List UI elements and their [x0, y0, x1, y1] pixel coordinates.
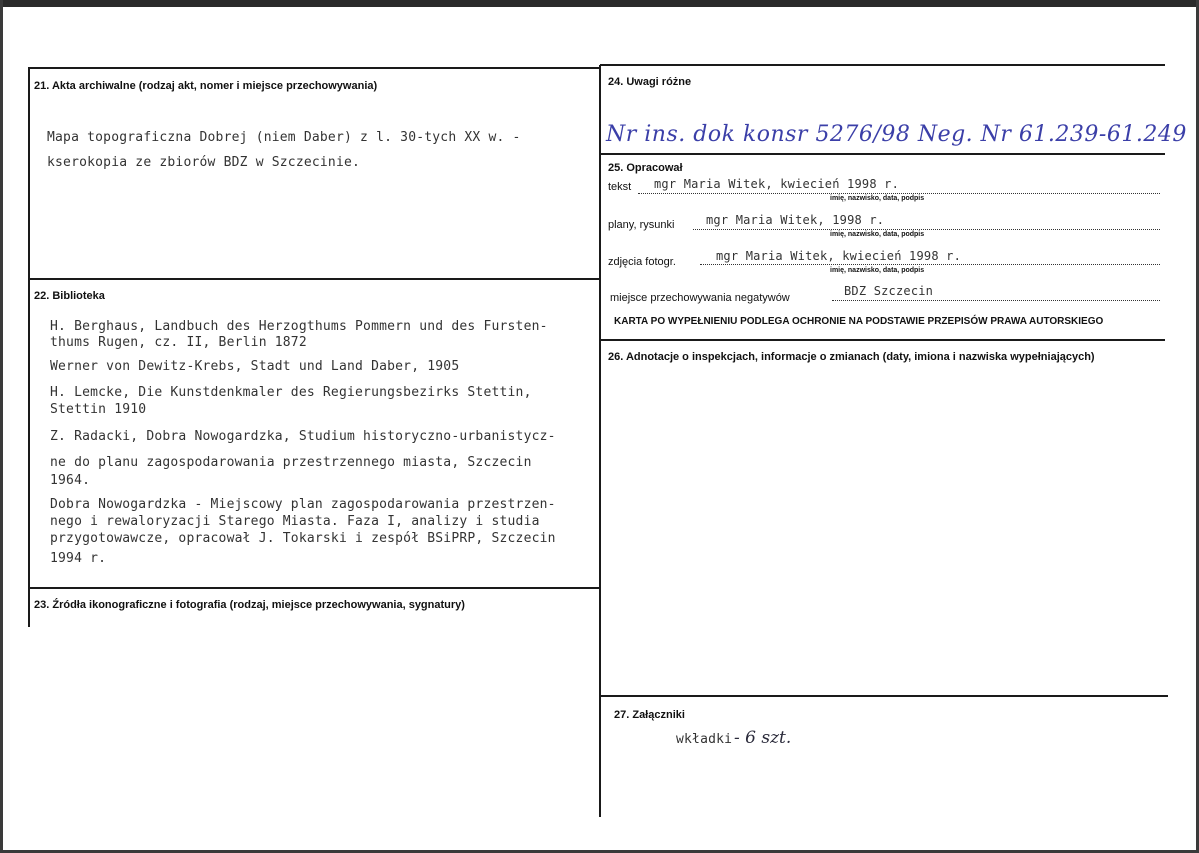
- s22-line-11: przygotowawcze, opracował J. Tokarski i zespół BSiPRP, Szczecin: [50, 531, 556, 546]
- scan-edge-left: [0, 0, 3, 853]
- s22-line-8: 1964.: [50, 473, 91, 488]
- tekst-value: mgr Maria Witek, kwiecień 1998 r.: [654, 177, 900, 191]
- rule-s24-s25: [600, 153, 1165, 155]
- negatywy-dotted-line: [832, 300, 1160, 301]
- s22-line-2: thums Rugen, cz. II, Berlin 1872: [50, 335, 307, 350]
- rule-s25-s26: [600, 339, 1165, 341]
- s22-line-7: ne do planu zagospodarowania przestrzennego miasta, Szczecin: [50, 455, 532, 470]
- zdjecia-caption: imię, nazwisko, data, podpis: [830, 267, 925, 274]
- s24-label: 24. Uwagi różne: [608, 76, 692, 88]
- copyright-notice: KARTA PO WYPEŁNIENIU PODLEGA OCHRONIE NA PODSTAWIE PRZEPISÓW PRAWA AUTORSKIEGO: [614, 316, 1104, 327]
- zdjecia-dotted-line: [700, 264, 1160, 265]
- s22-line-10: nego i rewaloryzacji Starego Miasta. Faza I, analizy i studia: [50, 514, 540, 529]
- rule-s21-s22: [28, 278, 600, 280]
- plany-value: mgr Maria Witek, 1998 r.: [706, 213, 885, 227]
- s25-label: 25. Opracował: [608, 162, 683, 174]
- s22-line-5: Stettin 1910: [50, 402, 147, 417]
- s21-line-2: kserokopia ze zbiorów BDZ w Szczecinie.: [47, 155, 361, 170]
- s22-line-9: Dobra Nowogardzka - Miejscowy plan zagospodarowania przestrzen-: [50, 497, 556, 512]
- s27-handwritten: - 6 szt.: [734, 728, 792, 748]
- rule-center-vertical: [599, 65, 601, 817]
- s26-label: 26. Adnotacje o inspekcjach, informacje o zmianach (daty, imiona i nazwiska wypełniających): [608, 351, 1095, 363]
- negatywy-value: BDZ Szczecin: [844, 284, 934, 298]
- zdjecia-label: zdjęcia fotogr.: [608, 256, 676, 268]
- rule-left-vertical: [28, 67, 30, 627]
- tekst-dotted-line: [638, 193, 1160, 194]
- s27-typed: wkładki: [676, 732, 733, 747]
- scan-edge-top: [0, 0, 1199, 7]
- s24-handwritten-note: Nr ins. dok konsr 5276/98 Neg. Nr 61.239-61.249: [606, 122, 1187, 147]
- rule-s26-s27: [600, 695, 1168, 697]
- s21-line-1: Mapa topograficzna Dobrej (niem Daber) z l. 30-tych XX w. -: [47, 130, 521, 145]
- zdjecia-value: mgr Maria Witek, kwiecień 1998 r.: [716, 249, 962, 263]
- plany-caption: imię, nazwisko, data, podpis: [830, 231, 925, 238]
- tekst-label: tekst: [608, 181, 632, 193]
- s22-line-4: H. Lemcke, Die Kunstdenkmaler des Regierungsbezirks Stettin,: [50, 385, 532, 400]
- rule-s22-s23: [28, 587, 600, 589]
- s22-line-6: Z. Radacki, Dobra Nowogardzka, Studium historyczno-urbanistycz-: [50, 429, 556, 444]
- s23-label: 23. Źródła ikonograficzne i fotografia (rodzaj, miejsce przechowywania, sygnatury): [34, 599, 465, 611]
- s22-line-12: 1994 r.: [50, 551, 107, 566]
- s21-label: 21. Akta archiwalne (rodzaj akt, nomer i miejsce przechowywania): [34, 80, 378, 92]
- tekst-caption: imię, nazwisko, data, podpis: [830, 195, 925, 202]
- s22-line-1: H. Berghaus, Landbuch des Herzogthums Pommern und des Fursten-: [50, 319, 548, 334]
- negatywy-label: miejsce przechowywania negatywów: [610, 292, 790, 304]
- s22-line-3: Werner von Dewitz-Krebs, Stadt und Land Daber, 1905: [50, 359, 460, 374]
- plany-dotted-line: [693, 229, 1160, 230]
- s27-label: 27. Załączniki: [614, 709, 685, 721]
- rule-top-right: [600, 64, 1165, 66]
- s22-label: 22. Biblioteka: [34, 290, 105, 302]
- plany-label: plany, rysunki: [608, 219, 675, 231]
- rule-top-left: [28, 67, 600, 69]
